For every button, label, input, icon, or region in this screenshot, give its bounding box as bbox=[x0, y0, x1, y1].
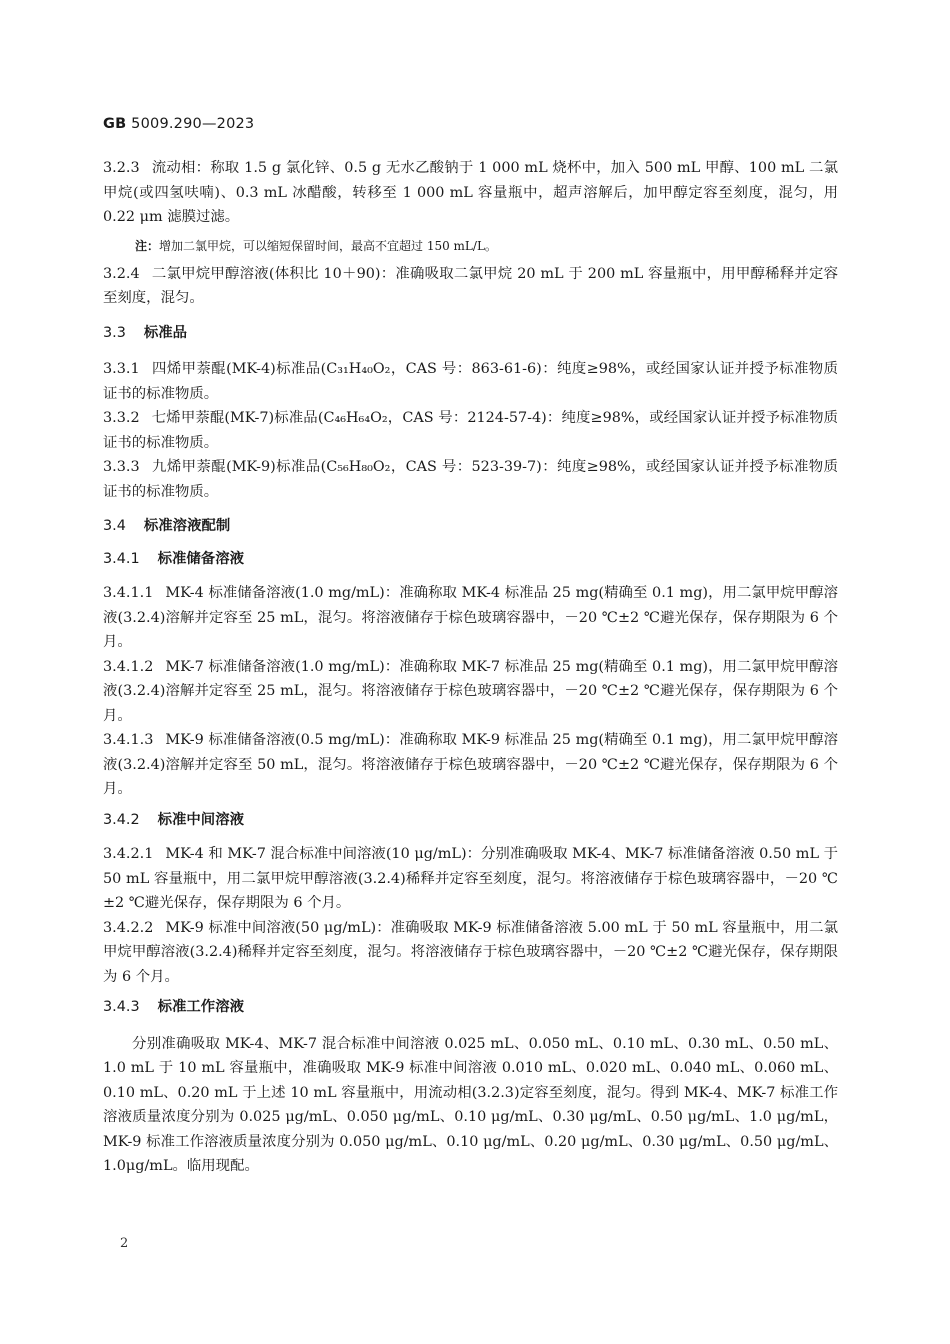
clause-number: 3.4.2.1 bbox=[103, 846, 154, 862]
section-title: 标准工作溶液 bbox=[157, 999, 244, 1015]
clause-3-3-3 bbox=[103, 455, 838, 504]
clause-number: 3.2.4 bbox=[103, 265, 140, 282]
section-3-3-heading bbox=[103, 321, 838, 346]
section-title: 标准中间溶液 bbox=[157, 811, 244, 828]
clause-text: 四烯甲萘醌(MK-4)标准品(C₃₁H₄₀O₂，CAS 号：863-61-6)：纯度≥98%，或经国家认证并授予标准物质证书的标准物质。 bbox=[103, 361, 838, 402]
clause-3-4-2-1 bbox=[103, 842, 838, 916]
standard-code: GB bbox=[103, 116, 127, 132]
clause-number: 3.2.3 bbox=[103, 160, 140, 176]
section-number: 3.3 bbox=[103, 324, 126, 341]
clause-text: MK-7 标准储备溶液(1.0 mg/mL)：准确称取 MK-7 标准品 25 mg(精确至 0.1 mg)，用二氯甲烷甲醇溶液(3.2.4)溶解并定容至 25 mL，混匀。将溶液储存于棕色玻璃容器中，－20 ℃±2 ℃避光保存，保存期限为 6 个月。 bbox=[103, 658, 838, 724]
clause-3-4-1-1 bbox=[103, 581, 838, 655]
clause-3-4-1-2 bbox=[103, 655, 838, 729]
clause-text: 流动相：称取 1.5 g 氯化锌、0.5 g 无水乙酸钠于 1 000 mL 烧杯中，加入 500 mL 甲醇、100 mL 二氯甲烷(或四氢呋喃)、0.3 mL 冰醋酸，转移至 1 000 mL 容量瓶中，超声溶解后，加甲醇定容至刻度，混匀，用 0.22 μm 滤膜过滤。 bbox=[103, 160, 838, 225]
note-3-2-3 bbox=[103, 236, 838, 256]
clause-number: 3.4.1.3 bbox=[103, 732, 154, 748]
clause-text: MK-4 标准储备溶液(1.0 mg/mL)：准确称取 MK-4 标准品 25 mg(精确至 0.1 mg)，用二氯甲烷甲醇溶液(3.2.4)溶解并定容至 25 mL，混匀。将溶液储存于棕色玻璃容器中，－20 ℃±2 ℃避光保存，保存期限为 6 个月。 bbox=[103, 585, 838, 650]
clause-number: 3.3.1 bbox=[103, 361, 140, 377]
clause-3-2-3 bbox=[103, 156, 838, 230]
note-label: 注： bbox=[135, 238, 160, 253]
clause-number: 3.3.3 bbox=[103, 459, 140, 475]
standard-header bbox=[103, 116, 254, 132]
section-3-4-heading bbox=[103, 514, 838, 539]
clause-text: 九烯甲萘醌(MK-9)标准品(C₅₆H₈₀O₂，CAS 号：523-39-7)：纯度≥98%，或经国家认证并授予标准物质证书的标准物质。 bbox=[103, 459, 838, 500]
section-number: 3.4.2 bbox=[103, 811, 140, 828]
clause-number: 3.4.2.2 bbox=[103, 919, 154, 936]
clause-number: 3.3.2 bbox=[103, 410, 140, 426]
clause-3-3-1 bbox=[103, 357, 838, 406]
clause-text: MK-4 和 MK-7 混合标准中间溶液(10 μg/mL)：分别准确吸取 MK-4、MK-7 标准储备溶液 0.50 mL 于 50 mL 容量瓶中，用二氯甲烷甲醇溶液(3.2.4)稀释并定容至刻度，混匀。将溶液储存于棕色玻璃容器中，－20 ℃±2 ℃避光保存，保存期限为 6 个月。 bbox=[103, 846, 838, 911]
clause-text: 二氯甲烷甲醇溶液(体积比 10＋90)：准确吸取二氯甲烷 20 mL 于 200 mL 容量瓶中，用甲醇稀释并定容至刻度，混匀。 bbox=[103, 265, 838, 306]
standard-number: 5009.290—2023 bbox=[131, 116, 255, 132]
section-title: 标准品 bbox=[143, 324, 188, 341]
section-number: 3.4.3 bbox=[103, 999, 140, 1015]
clause-text: MK-9 标准中间溶液(50 μg/mL)：准确吸取 MK-9 标准储备溶液 5.00 mL 于 50 mL 容量瓶中，用二氯甲烷甲醇溶液(3.2.4)稀释并定容至刻度，混匀。将溶液储存于棕色玻璃容器中，－20 ℃±2 ℃避光保存，保存期限为 6 个月。 bbox=[103, 919, 838, 985]
section-3-4-2-heading bbox=[103, 808, 838, 833]
section-title: 标准储备溶液 bbox=[157, 550, 244, 567]
page-number: 2 bbox=[120, 1236, 129, 1251]
clause-3-4-1-3 bbox=[103, 728, 838, 802]
section-number: 3.4.1 bbox=[103, 550, 140, 567]
clause-3-2-4 bbox=[103, 262, 838, 311]
clause-text: MK-9 标准储备溶液(0.5 mg/mL)：准确称取 MK-9 标准品 25 mg(精确至 0.1 mg)，用二氯甲烷甲醇溶液(3.2.4)溶解并定容至 50 mL，混匀。将溶液储存于棕色玻璃容器中，－20 ℃±2 ℃避光保存，保存期限为 6 个月。 bbox=[103, 732, 838, 797]
clause-text: 七烯甲萘醌(MK-7)标准品(C₄₆H₆₄O₂，CAS 号：2124-57-4)：纯度≥98%，或经国家认证并授予标准物质证书的标准物质。 bbox=[103, 410, 838, 451]
clause-number: 3.4.1.1 bbox=[103, 585, 154, 601]
note-text: 增加二氯甲烷，可以缩短保留时间，最高不宜超过 150 mL/L。 bbox=[159, 238, 497, 253]
section-number: 3.4 bbox=[103, 518, 126, 534]
section-3-4-3-heading bbox=[103, 995, 838, 1020]
section-3-4-1-heading bbox=[103, 547, 838, 572]
section-title: 标准溶液配制 bbox=[143, 518, 231, 534]
document-body bbox=[103, 156, 838, 1179]
clause-3-3-2 bbox=[103, 406, 838, 455]
clause-3-4-2-2 bbox=[103, 916, 838, 990]
clause-3-4-3-text: 分别准确吸取 MK-4、MK-7 混合标准中间溶液 0.025 mL、0.050 mL、0.10 mL、0.30 mL、0.50 mL、1.0 mL 于 10 mL 容量瓶中，准确吸取 MK-9 标准中间溶液 0.010 mL、0.020 mL、0.040 mL、0.060 mL、0.10 mL、0.20 mL 于上述 10 mL 容量瓶中，用流动相(3.2.3)定容至刻度，混匀。得到 MK-4、MK-7 标准工作溶液质量浓度分别为 0.025 μg/mL、0.050 μg/mL、0.10 μg/mL、0.30 μg/mL、0.50 μg/mL、1.0 μg/mL，MK-9 标准工作溶液质量浓度分别为 0.050 μg/mL、0.10 μg/mL、0.20 μg/mL、0.30 μg/mL、0.50 μg/mL、1.0μg/mL。临用现配。 bbox=[103, 1035, 838, 1174]
clause-number: 3.4.1.2 bbox=[103, 658, 154, 675]
